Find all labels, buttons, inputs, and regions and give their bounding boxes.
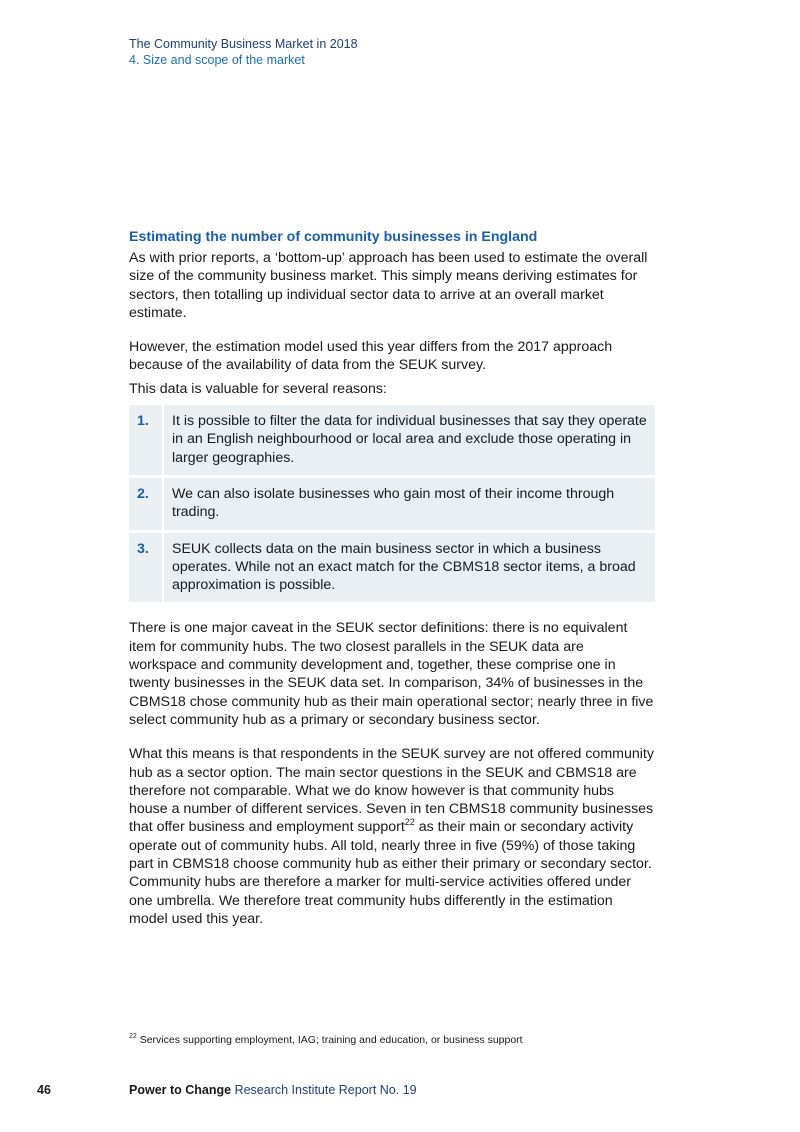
footnote-reference[interactable]: 22 (404, 816, 415, 827)
footnote-text: Services supporting employment, IAG; training and education, or business support (136, 1034, 523, 1046)
reason-item (129, 405, 655, 475)
paragraph-text: as their main or secondary activity operate out of community hubs. All told, nearly three in five (59%) of those taking part in CBMS18 choose community hub as either their primary or secondary sector. Community hubs are therefore a marker for multi-service activities offered under one umbrella. We therefore treat community hubs differently in the estimation model used this year. (129, 819, 652, 927)
footnote-number: 22 (129, 1032, 137, 1040)
reason-item (129, 478, 655, 530)
reason-item (129, 533, 655, 603)
section-title: 4. Size and scope of the market (129, 53, 305, 67)
running-header (129, 36, 358, 68)
reason-text: We can also isolate businesses who gain most of their income through trading. (172, 485, 615, 521)
reason-number: 2. (129, 478, 164, 530)
paragraph-caveat: There is one major caveat in the SEUK sector definitions: there is no equivalent item for community hubs. The two closest parallels in the SEUK data are workspace and community development and, together, these comprise one in twenty businesses in the SEUK data set. In comparison, 34% of businesses in the CBMS18 chose community hub as their main operational sector; nearly three in five select community hub as a primary or secondary business sector. (129, 620, 654, 728)
report-title: The Community Business Market in 2018 (129, 37, 358, 51)
brand-name: Power to Change (129, 1083, 232, 1097)
main-content (129, 228, 655, 944)
reasons-list (129, 405, 655, 602)
footnote (129, 1034, 523, 1046)
reason-number: 1. (129, 405, 164, 475)
reason-text: SEUK collects data on the main business sector in which a business operates. While not an exact match for the CBMS18 sector items, a broad approximation is possible. (172, 540, 636, 594)
paragraph-text: What this means is that respondents in the SEUK survey are not offered community hub as a sector option. The main sector questions in the SEUK and CBMS18 are therefore not comparable. What we do know however is that community hubs house a number of different services. Seven in ten CBMS18 community businesses that offer business and employment support (129, 746, 654, 836)
reason-number: 3. (129, 533, 164, 603)
paragraph-community-hubs (129, 745, 655, 928)
section-heading: Estimating the number of community businesses in England (129, 229, 538, 245)
paragraph-reasons-intro: This data is valuable for several reasons: (129, 380, 387, 397)
paragraph-bottom-up: As with prior reports, a ‘bottom-up’ approach has been used to estimate the overall size of the community business market. This simply means deriving estimates for sectors, then totalling up individual sector data to arrive at an overall market estimate. (129, 250, 648, 321)
report-series (129, 1083, 417, 1097)
report-name: Research Institute Report No. 19 (231, 1083, 417, 1097)
page-number: 46 (37, 1083, 51, 1097)
paragraph-estimation-model: However, the estimation model used this year differs from the 2017 approach because of the availability of data from the SEUK survey. (129, 339, 613, 374)
reason-text: It is possible to filter the data for individual businesses that say they operate in an English neighbourhood or local area and exclude those operating in larger geographies. (172, 413, 647, 466)
